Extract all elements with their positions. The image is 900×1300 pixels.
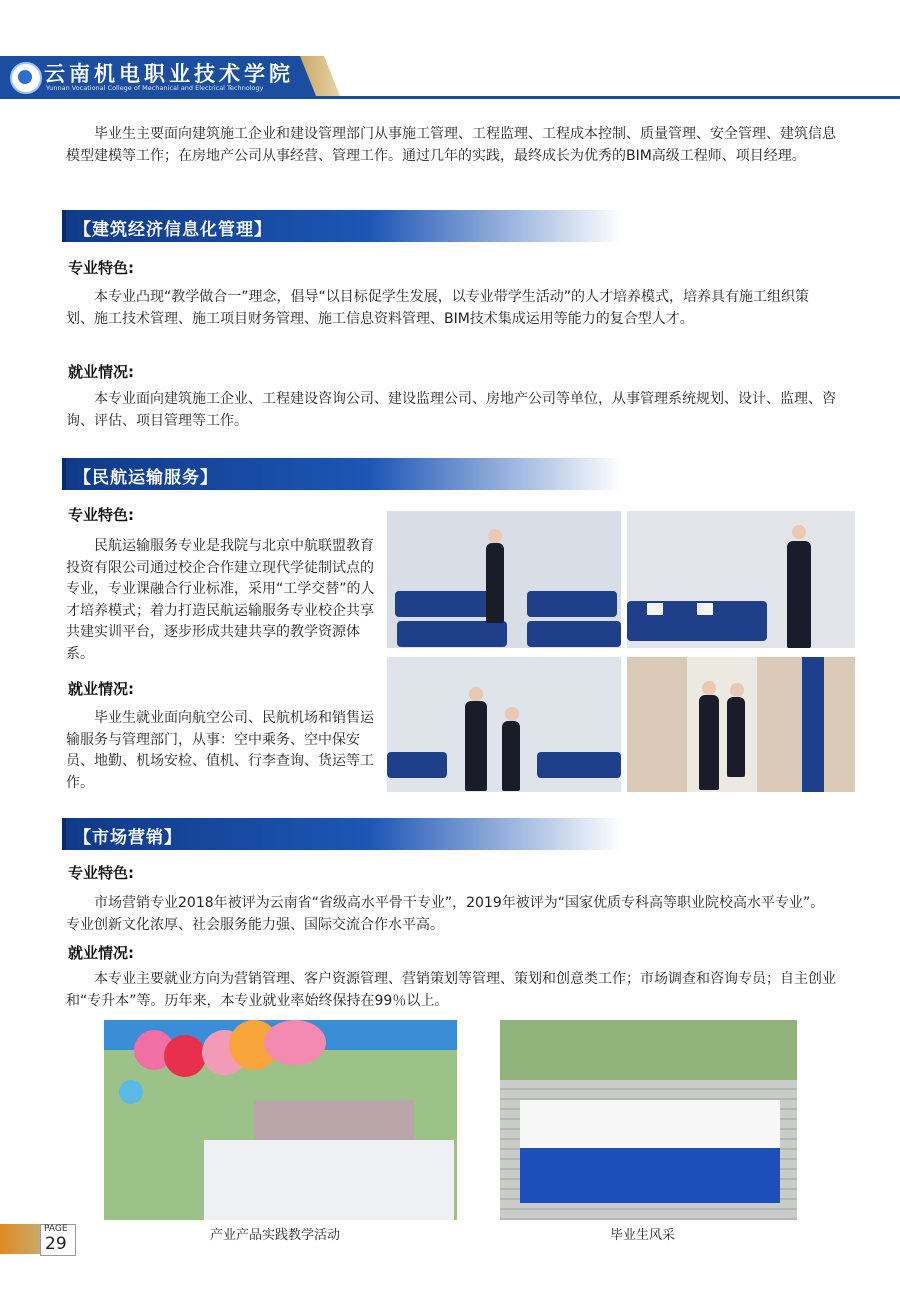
cabin-photo-4 xyxy=(627,657,855,792)
cabin-photo-1 xyxy=(387,511,621,648)
employment-text: 本专业主要就业方向为营销管理、客户资源管理、营销策划等管理、策划和创意类工作；市场调查和咨询专员；自主创业和“专升本”等。历年来，本专业就业率始终保持在99％以上。 xyxy=(66,971,836,1009)
cabin-photo-2 xyxy=(627,511,855,648)
employment-text: 毕业生就业面向航空公司、民航机场和销售运输服务与管理部门，从事：空中乘务、空中保安员、地勤、机场安检、值机、行李查询、货运等工作。 xyxy=(66,710,374,791)
page-number: 29 xyxy=(45,1234,67,1254)
employment-label: 就业情况: xyxy=(68,363,134,381)
balloon xyxy=(119,1080,143,1104)
photo-caption-left: 产业产品实践教学活动 xyxy=(210,1228,341,1243)
section-header-marketing xyxy=(62,818,622,850)
flight-attendant xyxy=(787,541,811,648)
practice-activity-photo xyxy=(104,1020,457,1220)
page-word: PAGE xyxy=(44,1224,68,1234)
section-header-construction xyxy=(62,210,622,242)
graduates-pants xyxy=(520,1148,780,1203)
feature-text: 市场营销专业2018年被评为云南省“省级高水平骨干专业”，2019年被评为“国家优质专科高等职业院校高水平专业”。专业创新文化浓厚、社会服务能力强、国际交流合作水平高。 xyxy=(66,895,825,933)
attendant-head xyxy=(505,707,519,721)
college-name-en: Yunnan Vocational College of Mechanical and Electrical Technology xyxy=(46,84,264,92)
page-tag-accent xyxy=(0,1224,40,1254)
cabin-seats xyxy=(395,591,495,617)
balloon xyxy=(264,1020,326,1065)
college-name-cn: 云南机电职业技术学院 xyxy=(44,61,294,86)
employment-label: 就业情况: xyxy=(68,944,134,962)
cabin-curtain xyxy=(802,657,824,792)
feature-text: 民航运输服务专业是我院与北京中航联盟教育投资有限公司通过校企合作建立现代学徒制试点的专业，专业课融合行业标准，采用“工学交替”的人才培养模式；着力打造民航运输服务专业校企共享共建实训平台，逐步形成共建共享的教学资源体系。 xyxy=(66,538,375,662)
trees-background xyxy=(500,1020,797,1080)
seat-headrest xyxy=(697,603,713,615)
cabin-seats xyxy=(397,621,507,647)
balloon xyxy=(164,1035,206,1077)
feature-label: 专业特色: xyxy=(68,506,134,524)
flight-attendant xyxy=(486,543,504,623)
graduates-photo xyxy=(500,1020,797,1220)
section-title: 【民航运输服务】 xyxy=(74,468,218,488)
cabin-photo-3 xyxy=(387,657,621,792)
cabin-door xyxy=(687,657,757,792)
page-header xyxy=(0,56,900,100)
attendant-head xyxy=(792,525,806,539)
flight-attendant xyxy=(502,721,520,791)
employment-label: 就业情况: xyxy=(68,680,134,698)
photo-caption-right: 毕业生风采 xyxy=(610,1228,676,1243)
section-header-civil-aviation xyxy=(62,458,622,490)
product-table xyxy=(204,1140,454,1220)
header-rule xyxy=(0,96,900,99)
attendant-head xyxy=(469,687,483,701)
flight-attendant xyxy=(727,697,745,777)
feature-label: 专业特色: xyxy=(68,864,134,882)
section-title: 【建筑经济信息化管理】 xyxy=(74,220,272,240)
flight-attendant xyxy=(465,701,487,791)
employment-text: 本专业面向建筑施工企业、工程建设咨询公司、建设监理公司、房地产公司等单位，从事管理系统规划、设计、监理、咨询、评估、项目管理等工作。 xyxy=(66,391,836,429)
college-logo-icon xyxy=(10,62,42,94)
graduates-shirts xyxy=(520,1100,780,1150)
flight-attendant xyxy=(699,695,719,790)
attendant-head xyxy=(702,681,716,695)
feature-label: 专业特色: xyxy=(68,259,134,277)
attendant-head xyxy=(730,683,744,697)
cabin-seats xyxy=(527,591,617,617)
cabin-seats xyxy=(537,752,621,778)
students-group xyxy=(254,1100,414,1140)
section-title: 【市场营销】 xyxy=(74,828,182,848)
cabin-seats xyxy=(527,621,621,647)
intro-paragraph: 毕业生主要面向建筑施工企业和建设管理部门从事施工管理、工程监理、工程成本控制、质量管理、安全管理、建筑信息模型建模等工作；在房地产公司从事经营、管理工作。通过几年的实践，最终成长为优秀的BIM高级工程师、项目经理。 xyxy=(66,126,836,164)
seat-headrest xyxy=(647,603,663,615)
attendant-head xyxy=(488,529,502,543)
cabin-seats xyxy=(387,752,447,778)
feature-text: 本专业凸现“教学做合一”理念，倡导“以目标促学生发展，以专业带学生活动”的人才培养模式，培养具有施工组织策划、施工技术管理、施工项目财务管理、施工信息资料管理、BIM技术集成运用等能力的复合型人才。 xyxy=(66,289,810,327)
